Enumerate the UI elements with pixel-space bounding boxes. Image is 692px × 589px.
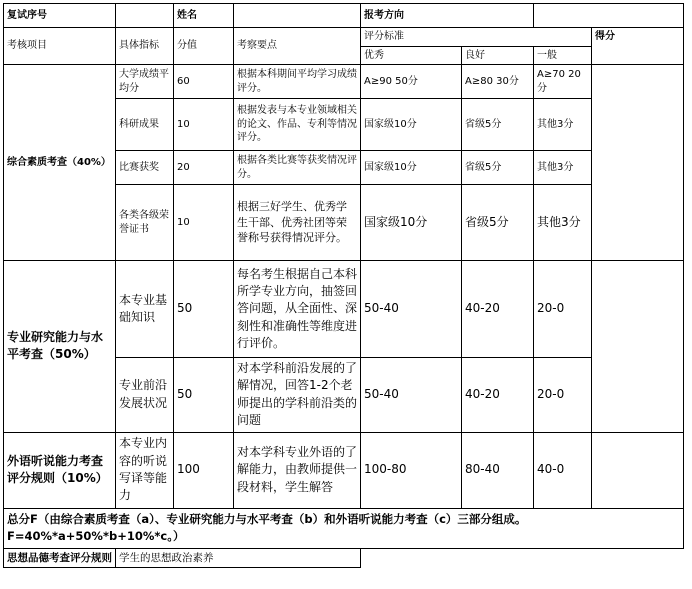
ideology-blank — [361, 548, 684, 567]
indicator-cell: 比赛获奖 — [116, 151, 174, 185]
summary-cell — [4, 508, 684, 548]
indicator-cell: 专业前沿发展状况 — [116, 358, 174, 433]
header-name-label: 姓名 — [174, 4, 234, 28]
score-cell: 50 — [174, 261, 234, 358]
average-cell: 20-0 — [534, 261, 592, 358]
score-cell: 20 — [174, 151, 234, 185]
obtained-cell-s3[interactable] — [592, 432, 684, 508]
col-score: 分值 — [174, 28, 234, 65]
header-direction-label: 报考方向 — [361, 4, 534, 28]
col-item: 考核项目 — [4, 28, 116, 65]
summary-line-1: 总分F（由综合素质考查（a）、专业研究能力与水平考查（b）和外语听说能力考查（c）三部分组成。 — [7, 511, 527, 526]
col-indicator: 具体指标 — [116, 28, 174, 65]
good-cell: 40-20 — [462, 358, 534, 433]
points-cell: 根据发表与本专业领域相关的论文、作品、专利等情况评分。 — [234, 99, 361, 151]
col-obtained: 得分 — [592, 28, 684, 65]
points-cell: 对本学科专业外语的了解能力，由教师提供一段材料，学生解答 — [234, 432, 361, 508]
excellent-cell: 国家级10分 — [361, 99, 462, 151]
indicator-cell: 本专业基础知识 — [116, 261, 174, 358]
score-cell: 100 — [174, 432, 234, 508]
excellent-cell: 国家级10分 — [361, 151, 462, 185]
good-cell: 80-40 — [462, 432, 534, 508]
excellent-cell: 50-40 — [361, 358, 462, 433]
evaluation-table — [3, 3, 684, 568]
average-cell: 其他3分 — [534, 99, 592, 151]
score-cell: 10 — [174, 185, 234, 261]
obtained-cell-s1[interactable] — [592, 65, 684, 261]
col-standard: 评分标准 — [361, 28, 592, 47]
score-cell: 50 — [174, 358, 234, 433]
col-good: 良好 — [462, 46, 534, 65]
col-points: 考察要点 — [234, 28, 361, 65]
average-cell: 40-0 — [534, 432, 592, 508]
points-cell: 根据本科期间平均学习成绩评分。 — [234, 65, 361, 99]
ideology-label: 思想品德考查评分规则 — [4, 548, 116, 567]
summary-line-2: F=40%*a+50%*b+10%*c。） — [7, 529, 185, 544]
good-cell: 省级5分 — [462, 99, 534, 151]
points-cell: 根据各类比赛等获奖情况评分。 — [234, 151, 361, 185]
excellent-cell: 50-40 — [361, 261, 462, 358]
header-number-label: 复试序号 — [4, 4, 116, 28]
section-title-s2: 专业研究能力与水平考查（50%） — [4, 261, 116, 433]
score-cell: 10 — [174, 99, 234, 151]
indicator-cell: 科研成果 — [116, 99, 174, 151]
excellent-cell: 100-80 — [361, 432, 462, 508]
section-title-s3: 外语听说能力考查评分规则（10%） — [4, 432, 116, 508]
header-direction-value[interactable] — [534, 4, 684, 28]
points-cell: 对本学科前沿发展的了解情况，回答1-2个老师提出的学科前沿类的问题 — [234, 358, 361, 433]
average-cell: 其他3分 — [534, 185, 592, 261]
header-name-value[interactable] — [234, 4, 361, 28]
indicator-cell: 本专业内容的听说写译等能力 — [116, 432, 174, 508]
excellent-cell: 国家级10分 — [361, 185, 462, 261]
obtained-cell-s2[interactable] — [592, 261, 684, 433]
average-cell: 20-0 — [534, 358, 592, 433]
good-cell: 省级5分 — [462, 151, 534, 185]
section-title-s1: 综合素质考查（40%） — [4, 65, 116, 261]
col-excellent: 优秀 — [361, 46, 462, 65]
score-cell: 60 — [174, 65, 234, 99]
good-cell: 省级5分 — [462, 185, 534, 261]
indicator-cell: 各类各级荣誉证书 — [116, 185, 174, 261]
indicator-cell: 大学成绩平均分 — [116, 65, 174, 99]
good-cell: A≥80 30分 — [462, 65, 534, 99]
points-cell: 每名考生根据自己本科所学专业方向，抽签回答问题，从全面性、深刻性和准确性等维度进行评价。 — [234, 261, 361, 358]
average-cell: 其他3分 — [534, 151, 592, 185]
excellent-cell: A≥90 50分 — [361, 65, 462, 99]
col-average: 一般 — [534, 46, 592, 65]
good-cell: 40-20 — [462, 261, 534, 358]
average-cell: A≥70 20分 — [534, 65, 592, 99]
ideology-value: 学生的思想政治素养 — [116, 548, 361, 567]
header-number-value[interactable] — [116, 4, 174, 28]
points-cell: 根据三好学生、优秀学生干部、优秀社团等荣誉称号获得情况评分。 — [234, 185, 361, 261]
